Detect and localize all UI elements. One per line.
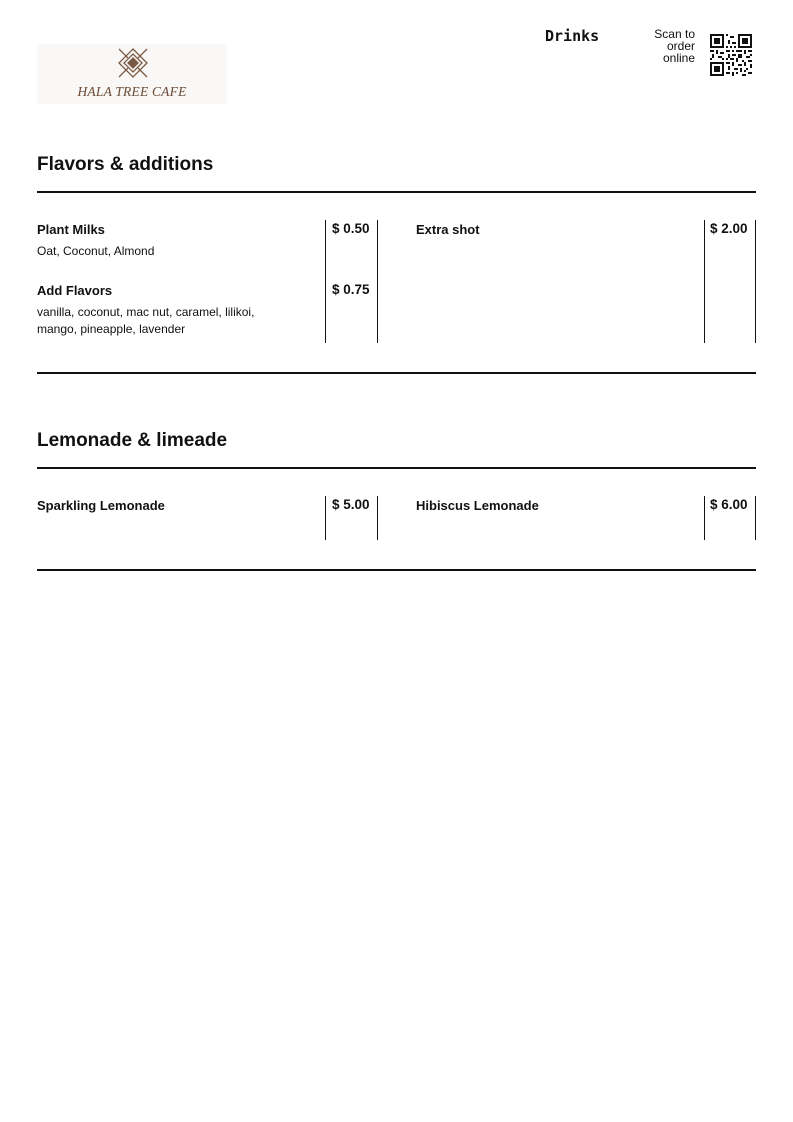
- section-divider: [37, 372, 756, 374]
- scan-line-1: Scan to: [654, 27, 695, 41]
- section-divider: [37, 191, 756, 193]
- logo-text: HALA TREE CAFE: [77, 84, 187, 99]
- tapa-ornament-icon: [117, 47, 149, 79]
- section-divider: [37, 467, 756, 469]
- item-name-hibiscus-lemonade: Hibiscus Lemonade: [416, 498, 539, 513]
- item-price-plant-milks: $ 0.50: [332, 221, 370, 236]
- price-column-divider: [704, 220, 705, 343]
- price-column-divider: [704, 496, 705, 540]
- scan-line-2: order: [666, 39, 695, 53]
- item-price-hibiscus-lemonade: $ 6.00: [710, 497, 748, 512]
- qr-code-icon[interactable]: [710, 34, 752, 76]
- item-name-plant-milks: Plant Milks: [37, 222, 105, 237]
- section-title-lemonade: Lemonade & limeade: [37, 430, 228, 451]
- price-column-divider: [325, 496, 326, 540]
- cafe-logo: [37, 44, 227, 104]
- item-name-add-flavors: Add Flavors: [37, 283, 113, 298]
- item-name-extra-shot: Extra shot: [416, 222, 480, 237]
- item-price-add-flavors: $ 0.75: [332, 282, 370, 297]
- section-title-flavors: Flavors & additions: [37, 154, 214, 175]
- page-title: Drinks: [545, 27, 600, 45]
- price-column-divider: [325, 220, 326, 343]
- item-price-extra-shot: $ 2.00: [710, 221, 748, 236]
- price-column-divider: [377, 220, 378, 343]
- item-desc-add-flavors: vanilla, coconut, mac nut, caramel, lilikoi, mango, pineapple, lavender: [37, 305, 255, 336]
- item-name-sparkling-lemonade: Sparkling Lemonade: [37, 498, 165, 513]
- section-divider: [37, 569, 756, 571]
- item-price-sparkling-lemonade: $ 5.00: [332, 497, 370, 512]
- scan-line-3: online: [662, 51, 695, 65]
- item-desc-plant-milks: Oat, Coconut, Almond: [37, 244, 155, 258]
- price-column-divider: [755, 496, 756, 540]
- price-column-divider: [377, 496, 378, 540]
- scan-to-order-text: [640, 28, 695, 64]
- price-column-divider: [755, 220, 756, 343]
